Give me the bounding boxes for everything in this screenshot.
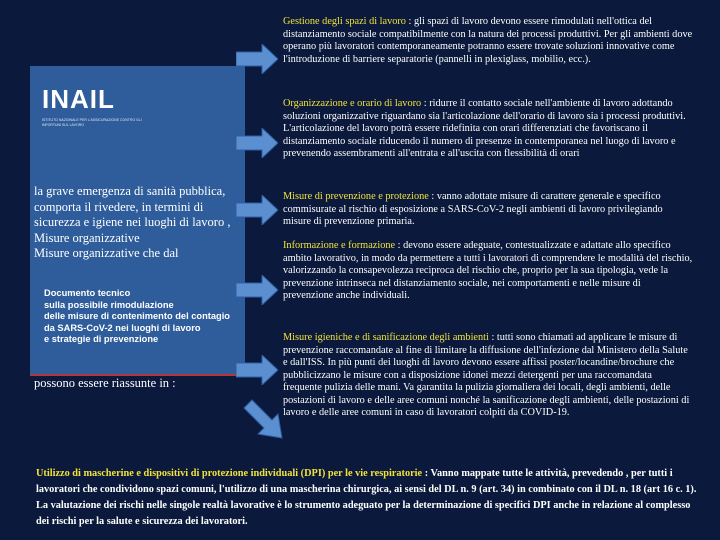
arrow-right-icon xyxy=(236,275,278,305)
item-title: Utilizzo di mascherine e dispositivi di protezione individuali (DPI) per le vie respiratorie xyxy=(36,468,423,479)
item-title: Gestione degli spazi di lavoro xyxy=(283,16,406,27)
item-text: : vanno adottate misure di carattere generale e specifico commisurate al rischio di esposizione a SARS-CoV-2 negli ambienti di lavoro privilegiando misure di prevenzione primaria. xyxy=(283,191,663,227)
arrow-right-icon xyxy=(236,44,278,74)
arrow-right-icon xyxy=(236,195,278,225)
item-text: : devono essere adeguate, contestualizzate e adattate allo specifico ambito lavorativo, in modo da permettere a tutti i lavoratori di comprendere le modalità del rischio, valorizzando la consapevolezza reciproca del rischio che, proprio per la sua tipologia, vede la prevenzione intrinseca nel distanziamento sociale, nei comportamenti e nelle misure di prevenzione anche individuali. xyxy=(283,240,693,301)
item-title: Organizzazione e orario di lavoro xyxy=(283,98,422,109)
item-title: Informazione e formazione xyxy=(283,240,396,251)
arrow-down-right-icon xyxy=(242,398,286,442)
item-text: : gli spazi di lavoro devono essere rimodulati nell'ottica del distanziamento sociale compatibilmente con la natura dei processi produttivi. Per gli ambienti dove operano più lavoratori contemporaneamente potranno essere trovate soluzioni innovative come l'introduzione di barriere separatorie (pannelli in plexiglass, mobilio, ecc.). xyxy=(283,16,693,65)
intro-text: la grave emergenza di sanità pubblica, comporta il rivedere, in termini di sicurezza e igiene nei luoghi di lavoro , Misure organizzative Misure organizzative che dal xyxy=(34,184,231,260)
item-misure-prevenzione xyxy=(283,191,693,229)
outro-text: possono essere riassunte in : xyxy=(34,376,176,390)
item-misure-igieniche xyxy=(283,332,693,420)
inail-logo: INAIL xyxy=(42,84,115,114)
arrow-right-icon xyxy=(236,128,278,158)
inail-logo-subtitle: ISTITUTO NAZIONALE PER L'ASSICURAZIONE CONTRO GLI INFORTUNI SUL LAVORO xyxy=(42,118,142,127)
item-title: Misure igieniche e di sanificazione degli ambienti xyxy=(283,332,489,343)
item-text: : ridurre il contatto sociale nell'ambiente di lavoro adottando soluzioni organizzative riguardano sia l'articolazione dell'orario di lavoro sia i processi produttivi. L'articolazione del lavoro potrà essere ridefinita con orari differenziati che favoriscano il distanziamento sociale riducendo il numero di presenze in contemporanea nel luogo di lavoro e prevenendo assembramenti all'entrata e all'uscita con flessibilità di orari xyxy=(283,98,686,159)
item-mascherine-dpi xyxy=(36,466,706,530)
document-title: Documento tecnico sulla possibile rimodulazione delle misure di contenimento del contagio da SARS-CoV-2 nei luoghi di lavoro e strategie di prevenzione xyxy=(44,288,230,345)
arrow-right-icon xyxy=(236,355,278,385)
item-text: : Vanno mappate tutte le attività, prevedendo , per tutti i lavoratori che condividono spazi comuni, l'utilizzo di una mascherina chirurgica, ai sensi del DL n. 9 (art. 34) in combinato con il DL n. 18 (art 16 c. 1). La valutazione dei rischi nelle singole realtà lavorative è lo strumento adeguato per la determinazione di specifici DPI anche in relazione al complesso dei rischi per la salute e sicurezza dei lavoratori. xyxy=(36,468,697,527)
item-informazione-formazione xyxy=(283,240,693,303)
item-text: : tutti sono chiamati ad applicare le misure di prevenzione raccomandate al fine di limitare la diffusione dell'infezione dal Ministero della Salute e dall'ISS. In più punti dei luoghi di lavoro devono essere affissi poster/locandine/brochure che pubblicizzano le misure con a disposizione idonei mezzi detergenti per una raccomandata frequente pulizia delle mani. Va garantita la pulizia giornaliera dei locali, degli ambienti, delle postazioni di lavoro e delle aree comuni nonché la sanificazione degli ambienti, delle postazioni di lavoro e delle aree comuni in caso di lavoratori colpiti da COVID-19. xyxy=(283,332,690,418)
item-gestione-spazi xyxy=(283,16,693,66)
item-organizzazione-orario xyxy=(283,98,693,161)
item-title: Misure di prevenzione e protezione xyxy=(283,191,429,202)
